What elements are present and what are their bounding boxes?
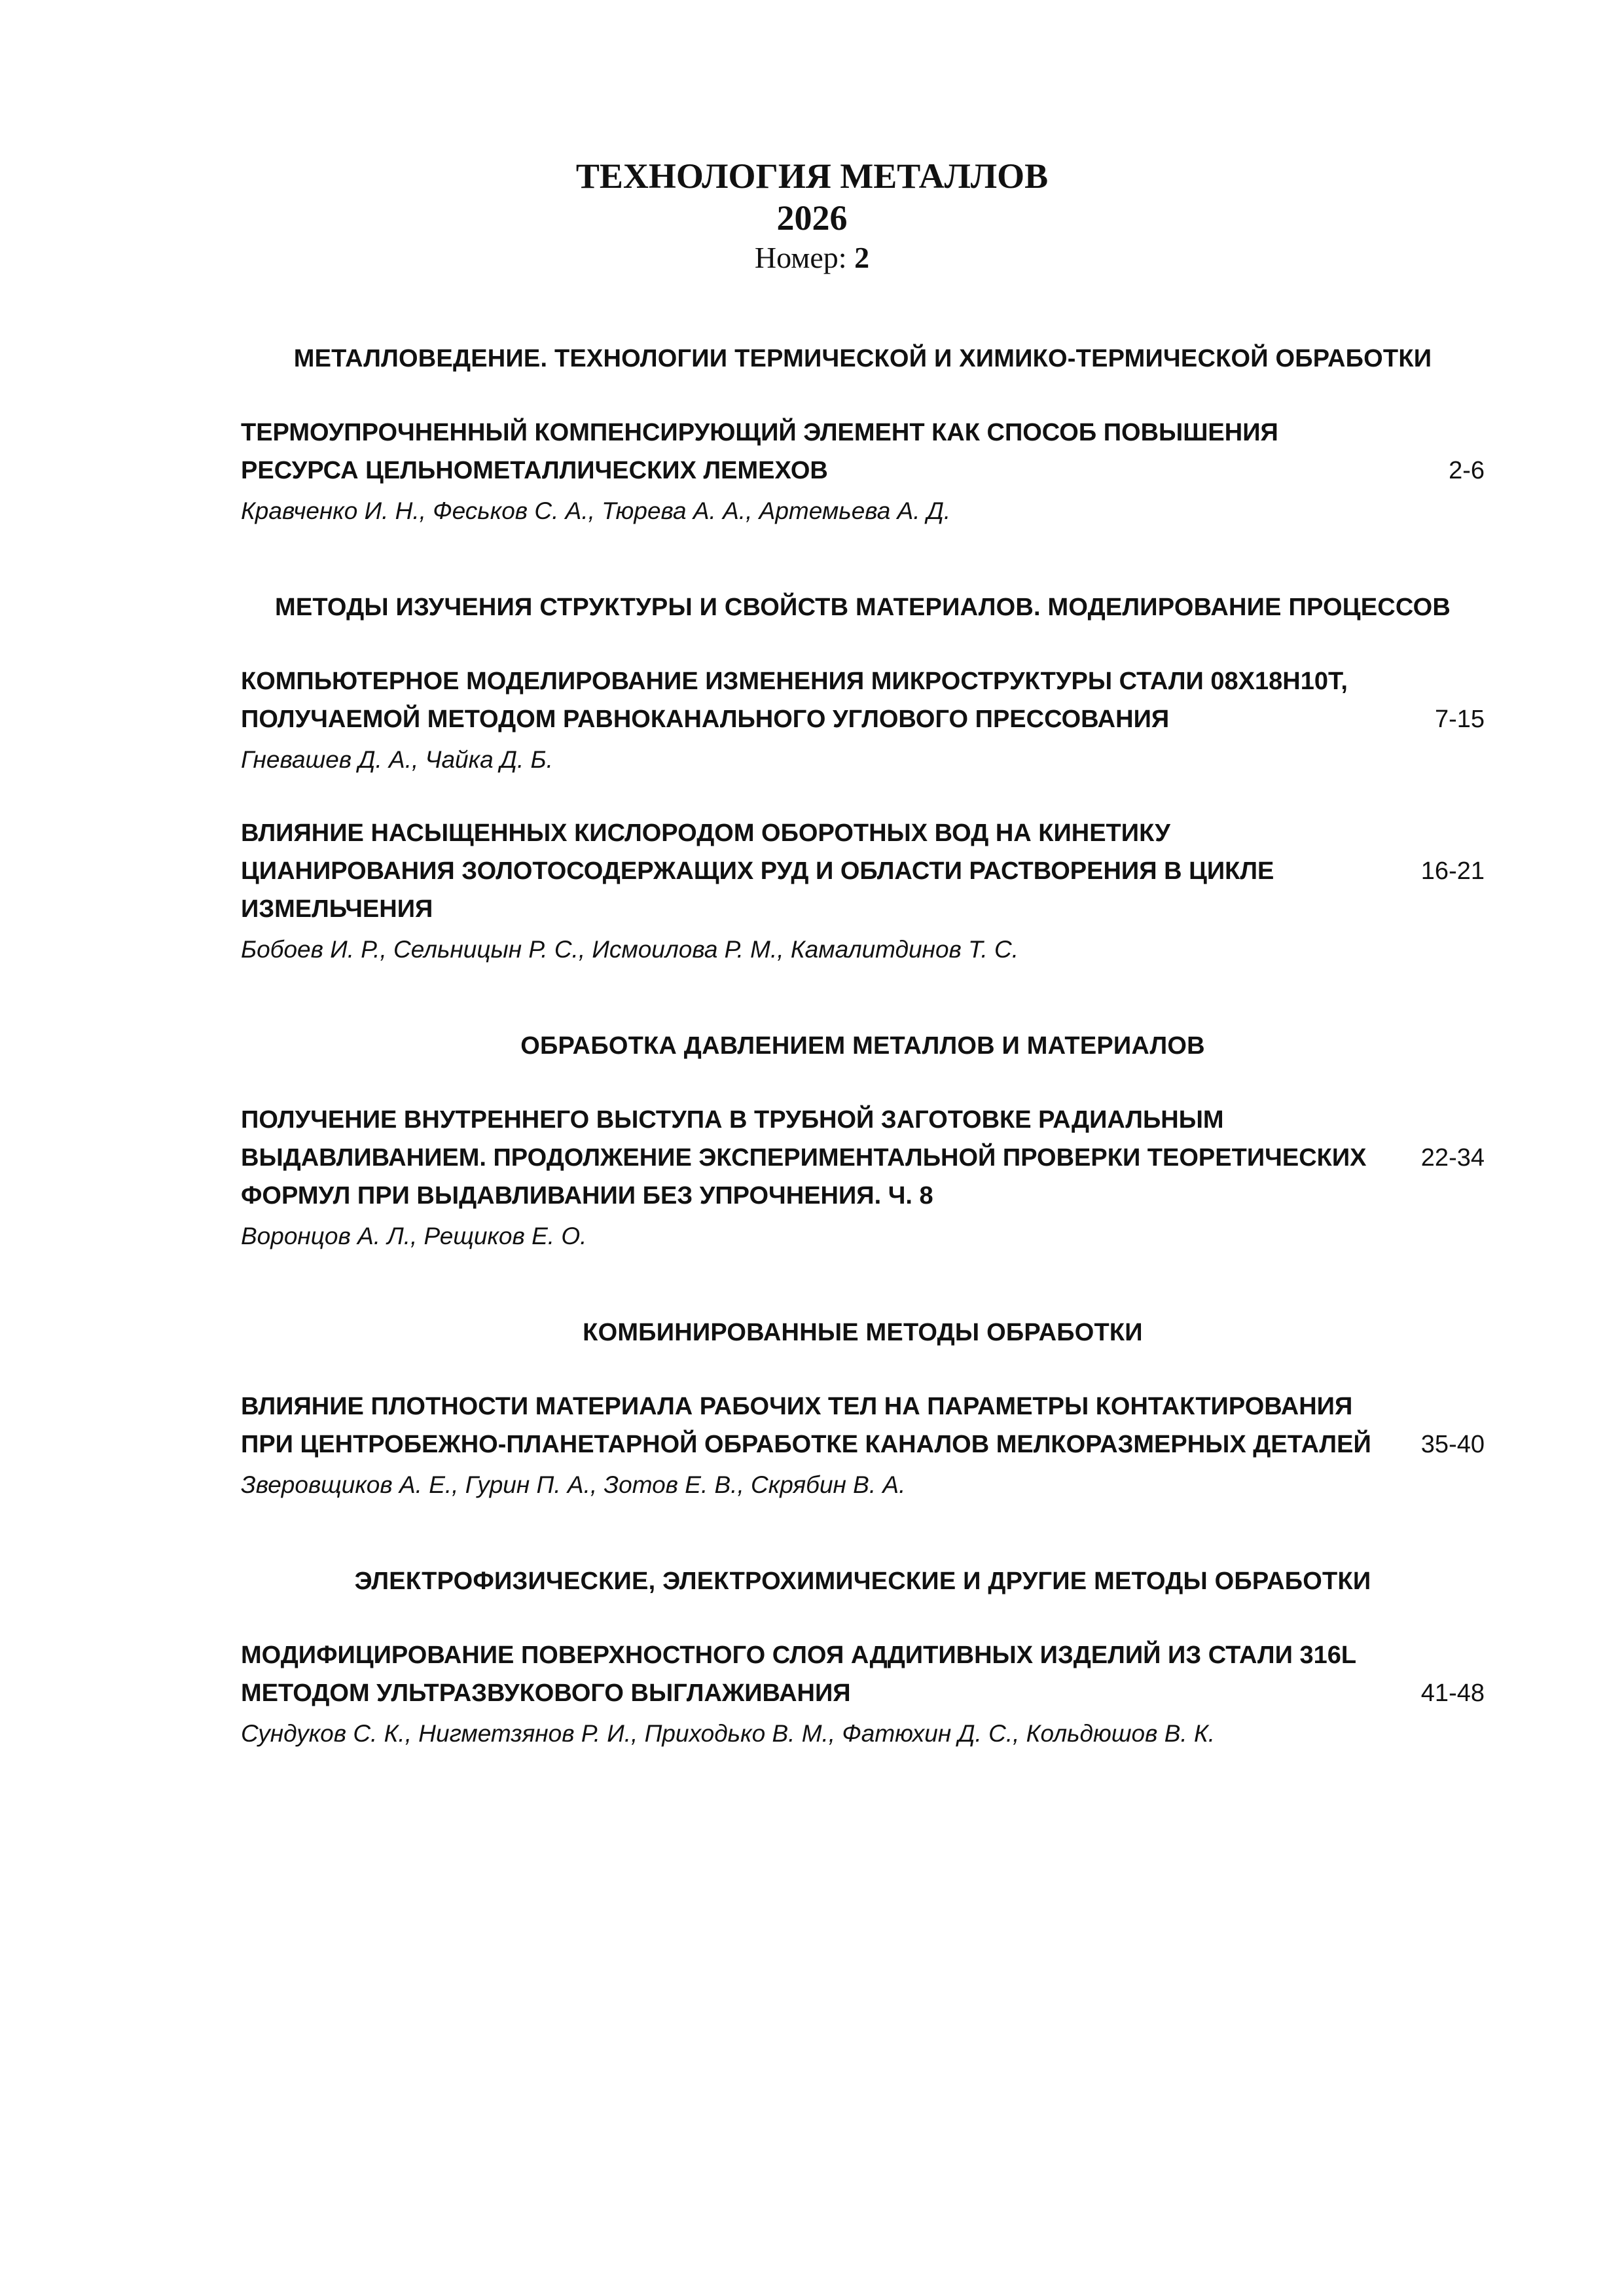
table-of-contents — [241, 340, 1485, 1753]
article-title-line: ПРИ ЦЕНТРОБЕЖНО-ПЛАНЕТАРНОЙ ОБРАБОТКЕ КАНАЛОВ МЕЛКОРАЗМЕРНЫХ ДЕТАЛЕЙ — [241, 1431, 1371, 1458]
toc-section — [241, 589, 1485, 969]
section-title: КОМБИНИРОВАННЫЕ МЕТОДЫ ОБРАБОТКИ — [583, 1319, 1143, 1346]
section-title: МЕТОДЫ ИЗУЧЕНИЯ СТРУКТУРЫ И СВОЙСТВ МАТЕРИАЛОВ. МОДЕЛИРОВАНИЕ ПРОЦЕССОВ — [274, 594, 1451, 621]
toc-section — [241, 340, 1485, 530]
article-title — [241, 1388, 1413, 1463]
toc-entry — [241, 662, 1485, 779]
article-title-line: РЕСУРСА ЦЕЛЬНОМЕТАЛЛИЧЕСКИХ ЛЕМЕХОВ — [241, 457, 828, 484]
article-title-line: КОМПЬЮТЕРНОЕ МОДЕЛИРОВАНИЕ ИЗМЕНЕНИЯ МИКРОСТРУКТУРЫ СТАЛИ 08Х18Н10Т, — [241, 668, 1348, 695]
article-title — [241, 1636, 1413, 1712]
article-title-line: ИЗМЕЛЬЧЕНИЯ — [241, 895, 433, 923]
toc-entry — [241, 414, 1485, 530]
article-pages: 16-21 — [1420, 857, 1485, 885]
article-title-line: ВЛИЯНИЕ ПЛОТНОСТИ МАТЕРИАЛА РАБОЧИХ ТЕЛ НА ПАРАМЕТРЫ КОНТАКТИРОВАНИЯ — [241, 1393, 1353, 1420]
article-authors: Гневашев Д. А., Чайка Д. Б. — [241, 746, 553, 773]
article-authors: Воронцов А. Л., Рещиков Е. О. — [241, 1223, 587, 1249]
article-title-line: ВЛИЯНИЕ НАСЫЩЕННЫХ КИСЛОРОДОМ ОБОРОТНЫХ ВОД НА КИНЕТИКУ — [241, 819, 1170, 847]
article-authors: Кравченко И. Н., Феськов С. А., Тюрева А. А., Артемьева А. Д. — [241, 497, 951, 524]
article-title — [241, 1101, 1413, 1215]
article-title-line: ФОРМУЛ ПРИ ВЫДАВЛИВАНИИ БЕЗ УПРОЧНЕНИЯ. Ч. 8 — [241, 1182, 933, 1210]
toc-entry — [241, 1101, 1485, 1255]
toc-section — [241, 1028, 1485, 1255]
toc-section — [241, 1314, 1485, 1504]
article-title — [241, 662, 1413, 738]
article-title — [241, 414, 1413, 490]
toc-section — [241, 1563, 1485, 1753]
article-pages: 22-34 — [1420, 1144, 1485, 1172]
article-title-line: ПОЛУЧЕНИЕ ВНУТРЕННЕГО ВЫСТУПА В ТРУБНОЙ ЗАГОТОВКЕ РАДИАЛЬНЫМ — [241, 1106, 1224, 1134]
issue-line — [0, 238, 1624, 278]
article-title-line: МОДИФИЦИРОВАНИЕ ПОВЕРХНОСТНОГО СЛОЯ АДДИТИВНЫХ ИЗДЕЛИЙ ИЗ СТАЛИ 316L — [241, 1641, 1357, 1669]
issue-label: Номер: — [754, 241, 847, 274]
article-authors: Зверовщиков А. Е., Гурин П. А., Зотов Е. В., Скрябин В. А. — [241, 1471, 906, 1498]
article-pages: 7-15 — [1434, 706, 1485, 733]
article-authors: Бобоев И. Р., Сельницын Р. С., Исмоилова Р. М., Камалитдинов Т. С. — [241, 936, 1019, 963]
section-title: ОБРАБОТКА ДАВЛЕНИЕМ МЕТАЛЛОВ И МАТЕРИАЛОВ — [520, 1032, 1205, 1060]
journal-year: 2026 — [776, 198, 848, 238]
toc-entry — [241, 814, 1485, 969]
article-title-line: ЦИАНИРОВАНИЯ ЗОЛОТОСОДЕРЖАЩИХ РУД И ОБЛАСТИ РАСТВОРЕНИЯ В ЦИКЛЕ — [241, 857, 1274, 885]
article-pages: 41-48 — [1420, 1679, 1485, 1707]
article-title-line: ПОЛУЧАЕМОЙ МЕТОДОМ РАВНОКАНАЛЬНОГО УГЛОВОГО ПРЕССОВАНИЯ — [241, 706, 1170, 733]
issue-number: 2 — [854, 241, 870, 274]
article-title-line: ВЫДАВЛИВАНИЕМ. ПРОДОЛЖЕНИЕ ЭКСПЕРИМЕНТАЛЬНОЙ ПРОВЕРКИ ТЕОРЕТИЧЕСКИХ — [241, 1144, 1367, 1172]
article-authors: Сундуков С. К., Нигметзянов Р. И., Приходько В. М., Фатюхин Д. С., Кольдюшов В. К. — [241, 1720, 1216, 1747]
article-title — [241, 814, 1413, 928]
toc-entry — [241, 1388, 1485, 1504]
article-title-line: ТЕРМОУПРОЧНЕННЫЙ КОМПЕНСИРУЮЩИЙ ЭЛЕМЕНТ КАК СПОСОБ ПОВЫШЕНИЯ — [241, 419, 1278, 446]
journal-title: ТЕХНОЛОГИЯ МЕТАЛЛОВ — [575, 156, 1049, 196]
section-title: ЭЛЕКТРОФИЗИЧЕСКИЕ, ЭЛЕКТРОХИМИЧЕСКИЕ И ДРУГИЕ МЕТОДЫ ОБРАБОТКИ — [354, 1568, 1371, 1595]
journal-header — [0, 154, 1624, 278]
article-title-line: МЕТОДОМ УЛЬТРАЗВУКОВОГО ВЫГЛАЖИВАНИЯ — [241, 1679, 851, 1707]
article-pages: 35-40 — [1420, 1431, 1485, 1458]
article-pages: 2-6 — [1449, 457, 1485, 484]
toc-entry — [241, 1636, 1485, 1753]
section-title: МЕТАЛЛОВЕДЕНИЕ. ТЕХНОЛОГИИ ТЕРМИЧЕСКОЙ И ХИМИКО-ТЕРМИЧЕСКОЙ ОБРАБОТКИ — [293, 345, 1432, 372]
